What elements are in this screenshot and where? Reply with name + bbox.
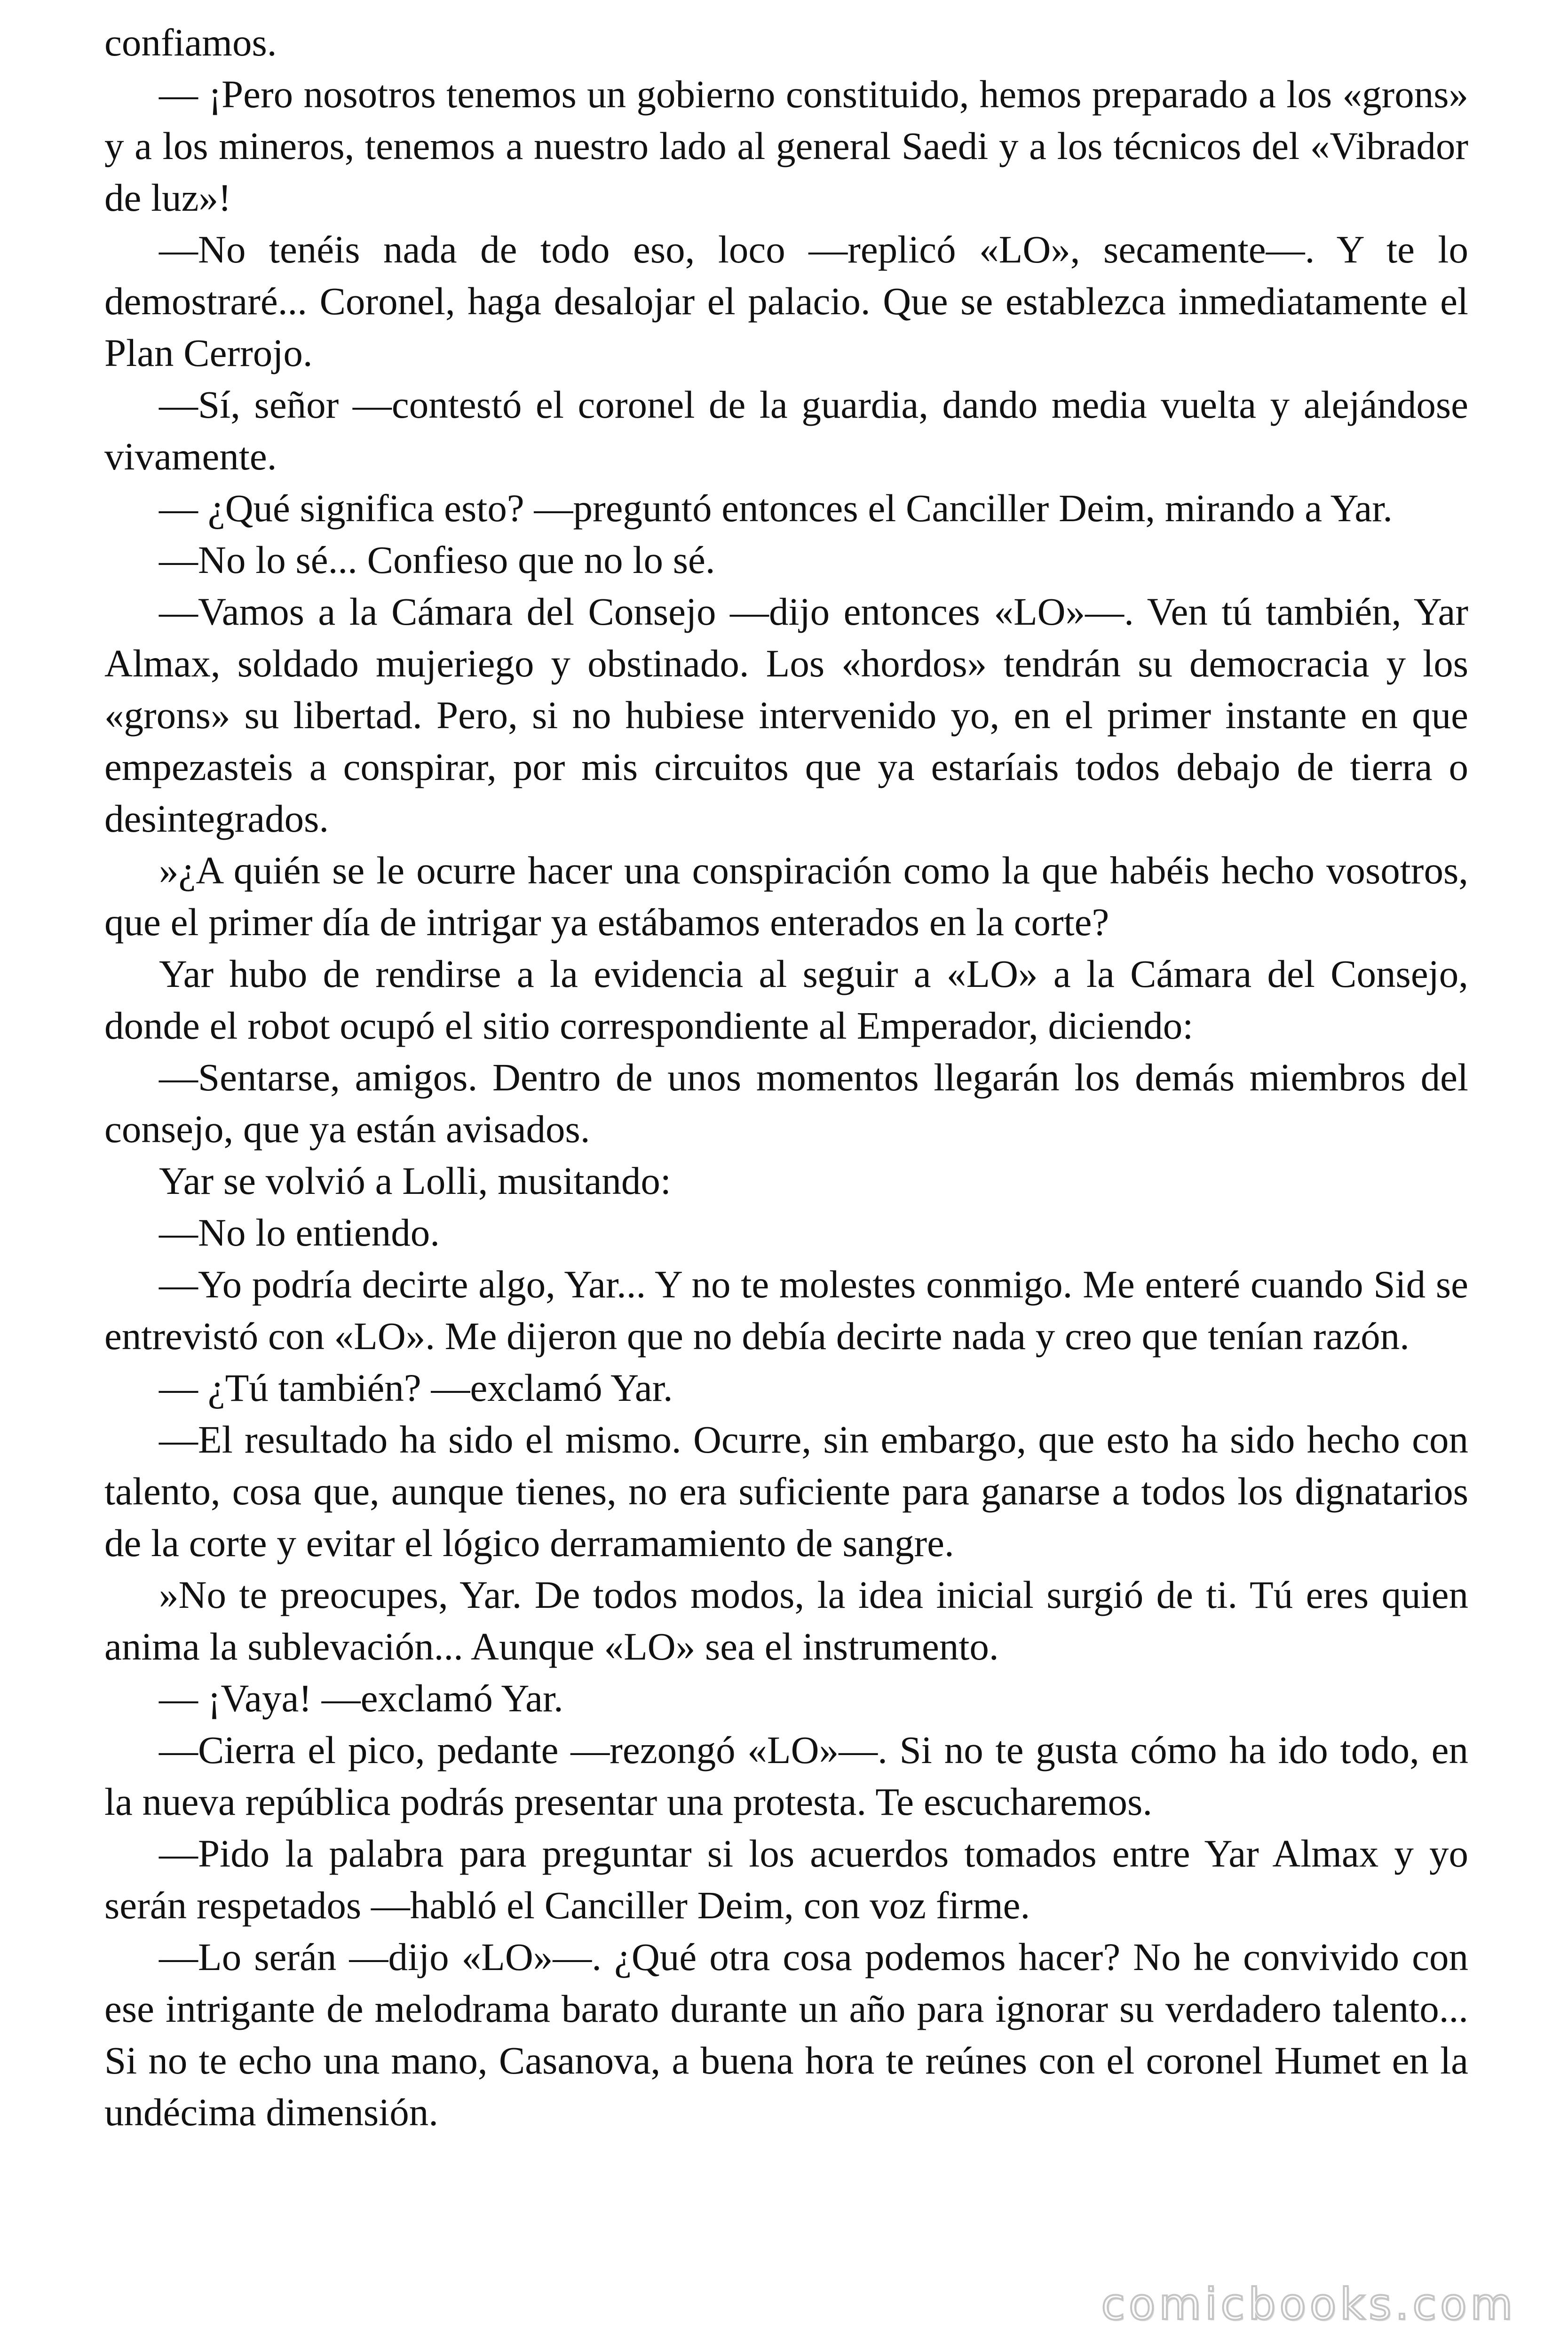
paragraph: — ¿Tú también? —exclamó Yar. <box>159 1366 673 1409</box>
paragraph: —El resultado ha sido el mismo. Ocurre, sin embargo, que esto ha sido hecho con talento, cosa que, aunque tienes, no era suficiente para ganarse a todos los dignatarios de la corte y evitar el lógico derramamiento de sangre. <box>104 1418 1468 1565</box>
paragraph: confiamos. <box>104 21 277 64</box>
paragraph: —No tenéis nada de todo eso, loco —replicó «LO», secamente—. Y te lo demostraré... Coronel, haga desalojar el palacio. Que se establezca inmediatamente el Plan Cerrojo. <box>104 228 1468 374</box>
paragraph: —Lo serán —dijo «LO»—. ¿Qué otra cosa podemos hacer? No he convivido con ese intrigante de melodrama barato durante un año para ignorar su verdadero talento... Si no te echo una mano, Casanova, a buena hora te reúnes con el coronel Humet en la undécima dimensión. <box>104 1935 1468 2134</box>
paragraph: —Pido la palabra para preguntar si los acuerdos tomados entre Yar Almax y yo serán respetados —habló el Canciller Deim, con voz firme. <box>104 1832 1468 1927</box>
book-page <box>104 16 1468 2298</box>
paragraph: —No lo sé... Confieso que no lo sé. <box>159 538 715 581</box>
paragraph: — ¿Qué significa esto? —preguntó entonces el Canciller Deim, mirando a Yar. <box>159 486 1393 530</box>
paragraph: —Cierra el pico, pedante —rezongó «LO»—. Si no te gusta cómo ha ido todo, en la nueva república podrás presentar una protesta. Te escucharemos. <box>104 1728 1468 1823</box>
paragraph: »No te preocupes, Yar. De todos modos, la idea inicial surgió de ti. Tú eres quien anima la sublevación... Aunque «LO» sea el instrumento. <box>104 1573 1468 1668</box>
paragraph: »¿A quién se le ocurre hacer una conspiración como la que habéis hecho vosotros, que el primer día de intrigar ya estábamos enterados en la corte? <box>104 849 1468 944</box>
paragraph: —Sentarse, amigos. Dentro de unos momentos llegarán los demás miembros del consejo, que ya están avisados. <box>104 1056 1468 1151</box>
paragraph: —No lo entiendo. <box>159 1211 440 1254</box>
page-text <box>104 16 1468 2138</box>
paragraph: —Vamos a la Cámara del Consejo —dijo entonces «LO»—. Ven tú también, Yar Almax, soldado mujeriego y obstinado. Los «hordos» tendrán su democracia y los «grons» su libertad. Pero, si no hubiese intervenido yo, en el primer instante en que empezasteis a conspirar, por mis circuitos que ya estaríais todos debajo de tierra o desintegrados. <box>104 590 1468 840</box>
watermark: comicbooks.com <box>1101 2279 1516 2329</box>
paragraph: Yar hubo de rendirse a la evidencia al seguir a «LO» a la Cámara del Consejo, donde el robot ocupó el sitio correspondiente al Emperador, diciendo: <box>104 952 1468 1047</box>
paragraph: —Yo podría decirte algo, Yar... Y no te molestes conmigo. Me enteré cuando Sid se entrevistó con «LO». Me dijeron que no debía decirte nada y creo que tenían razón. <box>104 1263 1468 1358</box>
paragraph: — ¡Vaya! —exclamó Yar. <box>159 1677 563 1720</box>
paragraph: Yar se volvió a Lolli, musitando: <box>159 1159 671 1202</box>
paragraph: —Sí, señor —contestó el coronel de la guardia, dando media vuelta y alejándose vivamente. <box>104 383 1468 478</box>
paragraph: — ¡Pero nosotros tenemos un gobierno constituido, hemos preparado a los «grons» y a los mineros, tenemos a nuestro lado al general Saedi y a los técnicos del «Vibrador de luz»! <box>104 72 1468 219</box>
